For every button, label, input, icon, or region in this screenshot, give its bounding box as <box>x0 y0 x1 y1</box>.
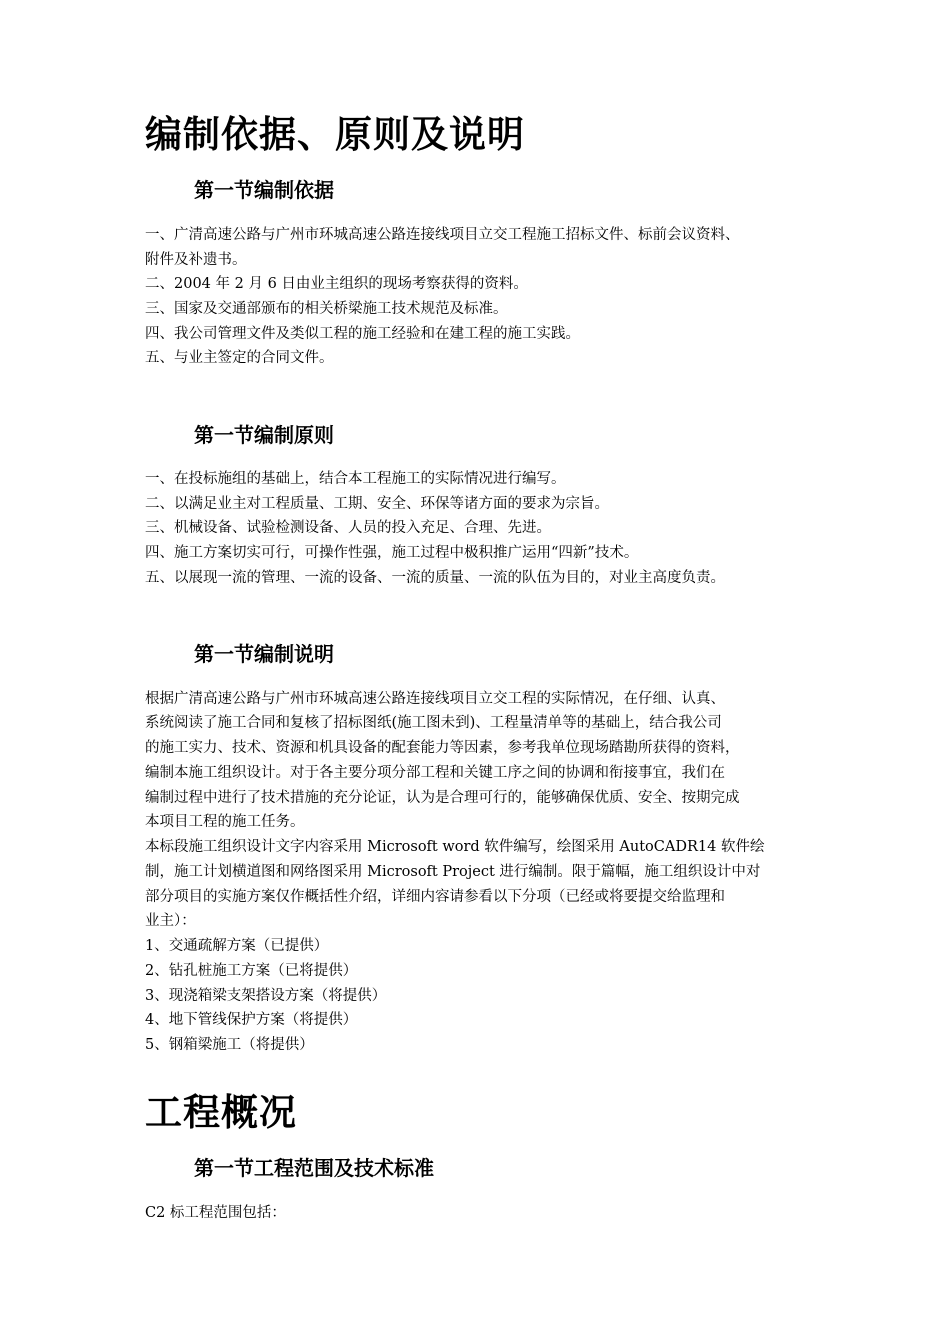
chapter-title-overview: 工程概况 <box>145 1090 297 1134</box>
paragraph-line: C2 标工程范围包括： <box>145 1205 286 1221</box>
paragraph-line: 三、国家及交通部颁布的相关桥梁施工技术规范及标准。 <box>145 301 508 317</box>
paragraph-line: 四、施工方案切实可行，可操作性强，施工过程中极积推广运用“四新”技术。 <box>145 545 639 561</box>
paragraph-line: 部分项目的实施方案仅作概括性介绍，详细内容请参看以下分项（已经或将要提交给监理和 <box>145 889 725 905</box>
paragraph-line: 一、在投标施组的基础上，结合本工程施工的实际情况进行编写。 <box>145 471 566 487</box>
list-item: 5、钢箱梁施工（将提供） <box>145 1037 314 1053</box>
paragraph-line: 五、以展现一流的管理、一流的设备、一流的质量、一流的队伍为目的，对业主高度负责。 <box>145 570 725 586</box>
section-heading-notes: 第一节编制说明 <box>194 642 334 666</box>
paragraph-line: 一、广清高速公路与广州市环城高速公路连接线项目立交工程施工招标文件、标前会议资料、 <box>145 227 740 243</box>
chapter-title-basis-principles: 编制依据、原则及说明 <box>145 112 525 156</box>
section-heading-scope: 第一节工程范围及技术标准 <box>194 1156 434 1180</box>
list-item: 4、地下管线保护方案（将提供） <box>145 1012 358 1028</box>
paragraph-line: 系统阅读了施工合同和复核了招标图纸(施工图未到)、工程量清单等的基础上，结合我公司 <box>145 715 722 731</box>
paragraph-line: 业主）： <box>145 913 196 929</box>
paragraph-line: 五、与业主签定的合同文件。 <box>145 350 334 366</box>
section-heading-principles: 第一节编制原则 <box>194 423 334 447</box>
paragraph-line: 二、2004 年 2 月 6 日由业主组织的现场考察获得的资料。 <box>145 276 528 292</box>
paragraph-line: 的施工实力、技术、资源和机具设备的配套能力等因素，参考我单位现场踏勘所获得的资料， <box>145 740 740 756</box>
paragraph-line: 附件及补遗书。 <box>145 252 247 268</box>
paragraph-line: 编制过程中进行了技术措施的充分论证，认为是合理可行的，能够确保优质、安全、按期完成 <box>145 790 740 806</box>
paragraph-line: 编制本施工组织设计。对于各主要分项分部工程和关键工序之间的协调和衔接事宜，我们在 <box>145 765 725 781</box>
paragraph-line: 二、以满足业主对工程质量、工期、安全、环保等诸方面的要求为宗旨。 <box>145 496 609 512</box>
list-item: 1、交通疏解方案（已提供） <box>145 938 329 954</box>
paragraph-line: 四、我公司管理文件及类似工程的施工经验和在建工程的施工实践。 <box>145 326 580 342</box>
section-heading-basis: 第一节编制依据 <box>194 178 334 202</box>
paragraph-line: 制，施工计划横道图和网络图采用 Microsoft Project 进行编制。限于篇幅，施工组织设计中对 <box>145 864 761 880</box>
list-item: 2、钻孔桩施工方案（已将提供） <box>145 963 358 979</box>
paragraph-line: 根据广清高速公路与广州市环城高速公路连接线项目立交工程的实际情况，在仔细、认真、 <box>145 691 725 707</box>
list-item: 3、现浇箱梁支架搭设方案（将提供） <box>145 988 387 1004</box>
paragraph-line: 三、机械设备、试验检测设备、人员的投入充足、合理、先进。 <box>145 520 551 536</box>
paragraph-line: 本项目工程的施工任务。 <box>145 814 305 830</box>
paragraph-line: 本标段施工组织设计文字内容采用 Microsoft word 软件编写，绘图采用 AutoCADR14 软件绘 <box>145 839 765 855</box>
